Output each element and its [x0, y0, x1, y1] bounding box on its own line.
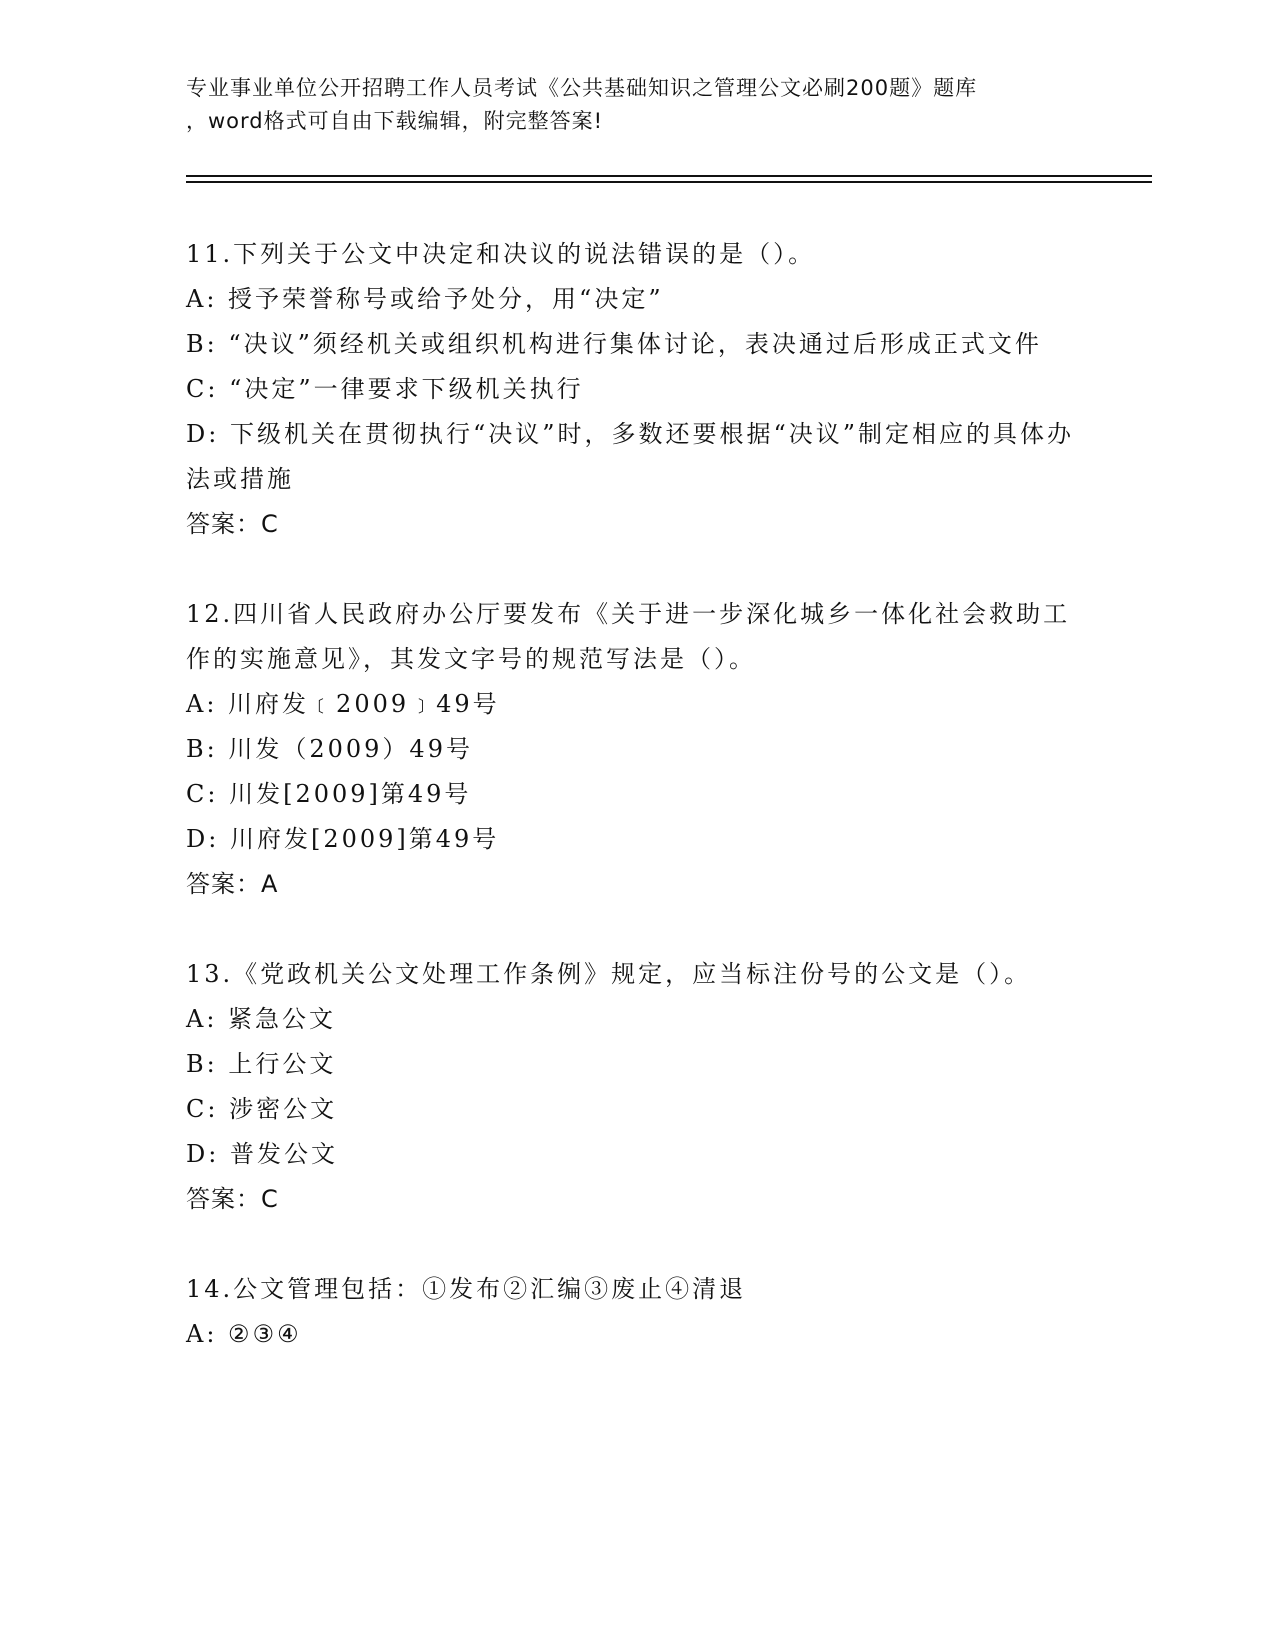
option-b: B: “决议”须经机关或组织机构进行集体讨论，表决通过后形成正式文件: [186, 330, 1042, 358]
answer: 答案：A: [186, 870, 279, 898]
option-d: D: 普发公文: [186, 1140, 338, 1168]
question-list: [186, 232, 1086, 1357]
header-line-2: ，word格式可自由下载编辑，附完整答案!: [186, 109, 604, 133]
question-13: [186, 952, 1086, 1222]
question-stem: 14.公文管理包括：①发布②汇编③废止④清退: [186, 1275, 747, 1303]
option-a: A: 紧急公文: [186, 1005, 337, 1033]
question-stem: 12.四川省人民政府办公厅要发布《关于进一步深化城乡一体化社会救助工作的实施意见》，其发文字号的规范写法是（）。: [186, 600, 1071, 673]
document-header: [186, 72, 1086, 138]
question-11: [186, 232, 1086, 547]
question-stem: 11.下列关于公文中决定和决议的说法错误的是（）。: [186, 240, 816, 268]
option-c: C: “决定”一律要求下级机关执行: [186, 375, 584, 403]
option-b: B: 上行公文: [186, 1050, 337, 1078]
question-14: [186, 1267, 1086, 1357]
question-12: [186, 592, 1086, 907]
option-a: A: 授予荣誉称号或给予处分，用“决定”: [186, 285, 664, 313]
header-divider-bottom: [186, 181, 1152, 183]
answer: 答案：C: [186, 510, 279, 538]
option-c: C: 川发[2009]第49号: [186, 780, 472, 808]
option-d: D: 下级机关在贯彻执行“决议”时，多数还要根据“决议”制定相应的具体办法或措施: [186, 420, 1075, 493]
header-line-1: 专业事业单位公开招聘工作人员考试《公共基础知识之管理公文必刷200题》题库: [186, 76, 978, 100]
option-a: A: ②③④: [186, 1320, 302, 1348]
answer: 答案：C: [186, 1185, 279, 1213]
option-c: C: 涉密公文: [186, 1095, 338, 1123]
question-stem: 13.《党政机关公文处理工作条例》规定，应当标注份号的公文是（）。: [186, 960, 1032, 988]
header-divider-top: [186, 175, 1152, 177]
option-a: A: 川府发﹝2009﹞49号: [186, 690, 500, 718]
option-d: D: 川府发[2009]第49号: [186, 825, 500, 853]
option-b: B: 川发（2009）49号: [186, 735, 473, 763]
